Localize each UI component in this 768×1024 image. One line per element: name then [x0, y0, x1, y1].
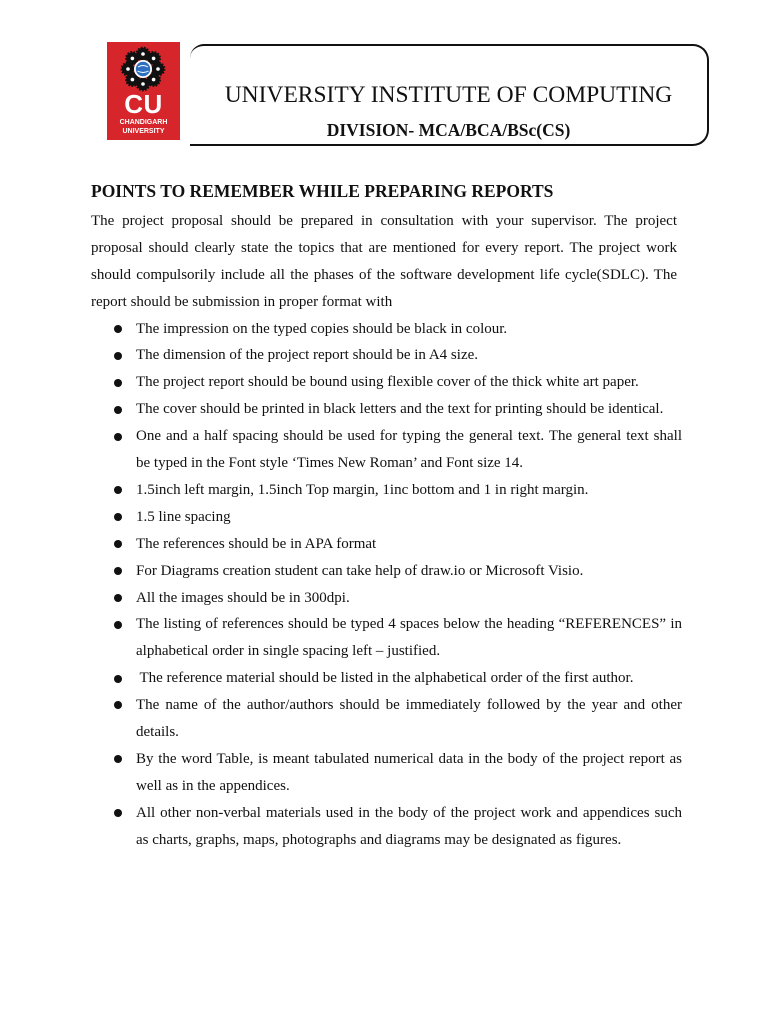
intro-paragraph: [91, 208, 677, 316]
paragraph-line: proposal should clearly state the topics that are mentioned for every report. The project work: [91, 239, 677, 256]
bullet-icon: [114, 379, 122, 387]
list-item-line: 1.5 line spacing: [136, 508, 231, 525]
list-item: [136, 585, 682, 612]
division-subtitle: DIVISION- MCA/BCA/BSc(CS): [326, 119, 571, 140]
list-item-line: The listing of references should be typed 4 spaces below the heading “REFERENCES” in: [136, 616, 682, 633]
bullet-icon: [114, 540, 122, 548]
list-item-line: All other non-verbal materials used in the body of the project work and appendices such: [136, 804, 682, 821]
list-item: [136, 665, 682, 692]
list-item: [136, 611, 682, 665]
header-frame: [190, 44, 709, 146]
bullet-icon: [114, 325, 122, 333]
logo-name-line-1: CHANDIGARH: [119, 119, 168, 126]
bullet-icon: [114, 486, 122, 494]
list-item-line: be typed in the Font style ‘Times New Roman’ and Font size 14.: [136, 455, 524, 472]
section-heading: POINTS TO REMEMBER WHILE PREPARING REPORTS: [91, 181, 554, 201]
paragraph-line: The project proposal should be prepared in consultation with your supervisor. The project: [91, 213, 677, 229]
list-item-line: 1.5inch left margin, 1.5inch Top margin, 1inc bottom and 1 in right margin.: [136, 481, 589, 498]
gear-ring-emblem-icon: [119, 45, 167, 93]
bullet-icon: [114, 594, 122, 602]
university-logo: [107, 42, 180, 140]
list-item-line: The project report should be bound using flexible cover of the thick white art paper.: [136, 374, 639, 391]
list-item: [136, 692, 682, 746]
paragraph-line: should compulsorily include all the phases of the software development life cycle(SDLC). The: [91, 266, 677, 283]
list-item-line: One and a half spacing should be used for typing the general text. The general text shall: [136, 428, 682, 445]
list-item-line: The cover should be printed in black letters and the text for printing should be identical.: [136, 401, 664, 418]
bullet-icon: [114, 755, 122, 763]
list-item-line: The name of the author/authors should be immediately followed by the year and other: [136, 697, 682, 714]
bullet-icon: [114, 809, 122, 817]
list-item: [136, 558, 682, 585]
list-item-line: By the word Table, is meant tabulated numerical data in the body of the project report as: [136, 750, 682, 767]
bullet-icon: [114, 675, 122, 683]
list-item-line: The dimension of the project report should be in A4 size.: [136, 347, 479, 364]
list-item-line: The references should be in APA format: [136, 535, 377, 552]
bullet-icon: [114, 701, 122, 709]
bullet-icon: [114, 406, 122, 414]
globe-icon: [136, 62, 150, 76]
paragraph-line: report should be submission in proper format with: [91, 293, 393, 310]
bullet-icon: [114, 621, 122, 629]
list-item: [136, 423, 682, 477]
list-item: [136, 800, 682, 854]
logo-name-line-2: UNIVERSITY: [122, 128, 165, 135]
list-item-line: The impression on the typed copies should be black in colour.: [136, 320, 508, 337]
list-item-line: The reference material should be listed in the alphabetical order of the first author.: [136, 670, 634, 687]
bullet-icon: [114, 433, 122, 441]
list-item-line: as charts, graphs, maps, photographs and diagrams may be designated as figures.: [136, 831, 622, 848]
logo-monogram: CU: [124, 89, 163, 119]
list-item-line: alphabetical order in single spacing left – justified.: [136, 643, 441, 660]
list-item: [136, 477, 682, 504]
list-item-line: details.: [136, 723, 179, 740]
list-item: [136, 316, 682, 343]
bullet-icon: [114, 567, 122, 575]
list-item: [136, 504, 682, 531]
guidelines-list: [136, 316, 682, 854]
list-item-line: well as in the appendices.: [136, 777, 290, 794]
institute-title: UNIVERSITY INSTITUTE OF COMPUTING: [224, 81, 673, 108]
list-item: [136, 396, 682, 423]
list-item: [136, 342, 682, 369]
bullet-icon: [114, 513, 122, 521]
list-item: [136, 531, 682, 558]
list-item-line: For Diagrams creation student can take help of draw.io or Microsoft Visio.: [136, 562, 584, 579]
bullet-icon: [114, 352, 122, 360]
list-item-line: All the images should be in 300dpi.: [136, 589, 350, 606]
list-item: [136, 369, 682, 396]
list-item: [136, 746, 682, 800]
